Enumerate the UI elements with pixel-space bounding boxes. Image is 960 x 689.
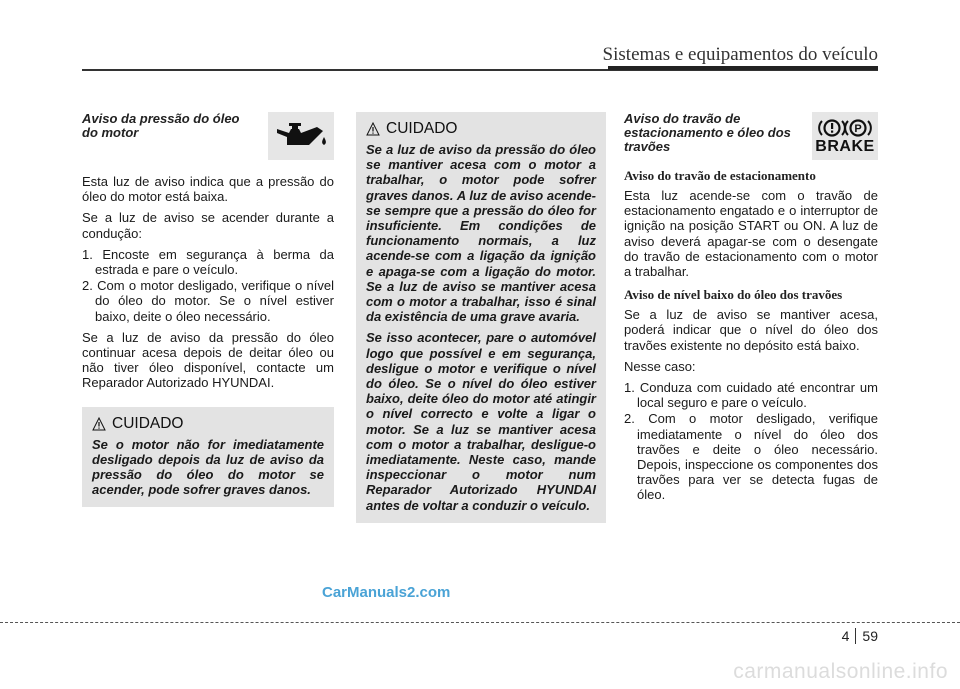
page-number-value: 59	[862, 628, 878, 644]
caution-box-middle	[356, 112, 606, 523]
header-accent-bar	[608, 66, 878, 70]
oil-pressure-text-2: Se a luz de aviso se acender durante a condução:	[82, 210, 334, 241]
brake-fluid-case: Nesse caso:	[624, 358, 696, 374]
section-title: Sistemas e equipamentos do veículo	[602, 44, 878, 65]
brake-fluid-steps	[624, 380, 878, 503]
brake-heading-row	[624, 112, 878, 160]
middle-column	[356, 112, 606, 523]
page-number	[842, 628, 878, 644]
caution-text: Se o motor não for imediatamente desligado depois da luz de aviso da pressão do óleo do motor se acender, pode sofrer graves danos.	[92, 436, 324, 498]
list-item: 2. Com o motor desligado, verifique o nível do óleo do motor. Se o nível estiver baixo, deite o óleo necessário.	[82, 278, 334, 324]
right-column	[624, 112, 878, 509]
warning-triangle-icon	[366, 122, 380, 136]
brake-warning-icon-box	[812, 112, 878, 160]
list-item: 1. Encoste em segurança à berma da estrada e pare o veículo.	[82, 246, 334, 278]
brake-fluid-subheading: Aviso de nível baixo do óleo dos travões	[624, 287, 843, 303]
left-column	[82, 112, 334, 507]
caution-header	[366, 120, 596, 138]
chapter-number: 4	[841, 628, 850, 644]
brake-heading: Aviso do travão de estacionamento e óleo dos travões	[624, 111, 791, 154]
parking-brake-subheading: Aviso do travão de estacionamento	[624, 168, 816, 183]
oil-can-icon	[273, 119, 329, 153]
oil-pressure-steps	[82, 247, 334, 324]
caution-title: CUIDADO	[112, 414, 184, 432]
list-item: 1. Conduza com cuidado até encontrar um local seguro e pare o veículo.	[624, 380, 878, 411]
warning-triangle-icon	[92, 417, 106, 431]
brake-warning-icon	[817, 117, 873, 139]
oil-pressure-heading: Aviso da pressão do óleo do motor	[82, 111, 240, 140]
watermark-link[interactable]: CarManuals2.com	[322, 584, 451, 601]
svg-text:P: P	[854, 123, 862, 135]
brake-icon-label: BRAKE	[815, 138, 875, 155]
oil-pressure-text-1: Esta luz de aviso indica que a pressão do óleo do motor está baixa.	[82, 174, 334, 205]
site-watermark: carmanualsonline.info	[733, 660, 948, 683]
oil-pressure-heading-row	[82, 112, 334, 160]
caution-text-1: Se a luz de aviso da pressão do óleo se mantiver acesa com o motor a trabalhar, o motor pode sofrer graves danos. A luz de aviso acende-se sempre que a pressão do óleo for insuficiente. Em condições de funcionamento normais, a luz acende-se com a ligação da ignição e apaga-se com a ligação do motor. Se a luz de aviso se mantiver acesa com o motor a trabalhar, isso é sinal da existência de uma grave avaria.	[366, 142, 596, 325]
parking-brake-text: Esta luz acende-se com o travão de estacionamento engatado e o interruptor de ignição na posição START ou ON. A luz de aviso deverá apagar-se com o desengate do travão de estacionamento com o motor a trabalhar.	[624, 188, 878, 280]
list-item: 2. Com o motor desligado, verifique imediatamente o nível do óleo dos travões e deite o óleo necessário. Depois, inspeccione os componentes dos travões para ver se detecta fugas de óleo.	[624, 411, 878, 503]
oil-pressure-text-3: Se a luz de aviso da pressão do óleo continuar acesa depois de deitar óleo ou não tiver óleo disponível, contacte um Reparador Autorizado HYUNDAI.	[82, 329, 334, 391]
oil-pressure-warning-icon-box	[268, 112, 334, 160]
caution-title: CUIDADO	[386, 120, 458, 137]
caution-box-left	[82, 407, 334, 508]
caution-header	[92, 415, 324, 433]
footer-divider	[0, 622, 960, 623]
page-number-separator	[855, 628, 856, 644]
caution-text-2: Se isso acontecer, pare o automóvel logo que possível e em segurança, desligue o motor e verifique o nível do óleo. Se o nível do óleo estiver baixo, deite óleo do motor até atingir o nível correcto e volte a ligar o motor. Se a luz se mantiver acesa com o motor a trabalhar, desligue-o imediatamente. Neste caso, mande inspeccionar o motor num Reparador Autorizado HYUNDAI antes de voltar a conduzir o veículo.	[366, 330, 596, 513]
brake-fluid-text: Se a luz de aviso se mantiver acesa, poderá indicar que o nível do óleo dos travões existente no depósito está baixo.	[624, 307, 878, 353]
